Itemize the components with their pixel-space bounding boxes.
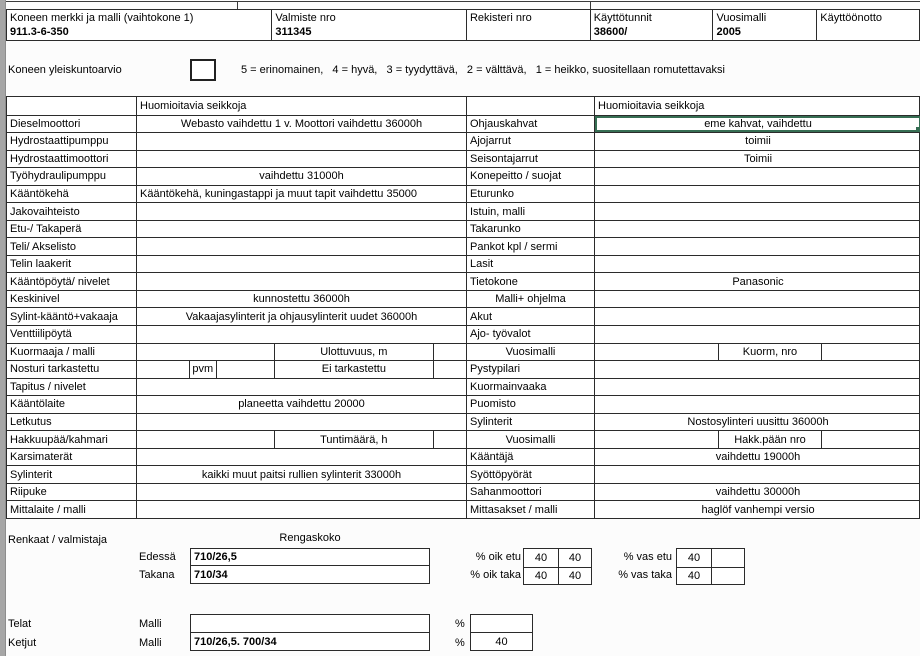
value-cell[interactable]	[594, 379, 920, 396]
table-row	[7, 307, 920, 325]
value-cell[interactable]	[594, 168, 920, 185]
front-tyre-label: Edessä	[139, 551, 176, 563]
sub-label-cell: Hakk.pään nro	[718, 431, 822, 448]
percentage-cell[interactable]	[711, 549, 744, 567]
value-cell-group	[136, 431, 466, 448]
top-grid-line	[6, 1, 920, 2]
row-label: Hydrostaattimoottori	[10, 152, 109, 165]
row-label: Istuin, malli	[466, 203, 594, 220]
sub-label-cell: Ei tarkastettu	[274, 361, 434, 378]
column-header: Huomioitavia seikkoja	[136, 97, 466, 115]
chains-model-input[interactable]: 710/26,5. 700/34	[190, 632, 430, 651]
percentage-cell[interactable]: 40	[687, 552, 701, 564]
chains-pct-label: %	[455, 637, 465, 649]
row-label: Lasit	[466, 256, 594, 273]
machine-header-table	[6, 9, 920, 41]
table-row	[7, 97, 920, 115]
sub-cell[interactable]	[216, 361, 274, 378]
row-label: Ajo- työvalot	[466, 326, 594, 343]
sub-label-cell: pvm	[189, 361, 216, 378]
selected-cell-text: eme kahvat, vaihdettu	[704, 117, 812, 130]
value-cell[interactable]: haglöf vanhempi versio	[594, 501, 920, 518]
value-cell[interactable]: vaihdettu 31000h	[136, 168, 466, 185]
table-row	[7, 132, 920, 150]
header-label: Käyttötunnit	[593, 12, 652, 24]
table-row	[7, 395, 920, 413]
header-cell-kayttoonotto[interactable]	[816, 10, 919, 40]
tyres-section-label: Renkaat / valmistaja	[8, 534, 108, 546]
row-label: Riipuke	[10, 486, 47, 499]
header-label: Valmiste nro	[275, 12, 336, 24]
percentage-cell[interactable]: 40	[558, 549, 591, 567]
sub-label-cell: Ulottuvuus, m	[274, 344, 434, 361]
row-label: Karsimaterät	[10, 451, 73, 464]
row-label: Pankot kpl / sermi	[466, 238, 594, 255]
table-row	[7, 150, 920, 168]
row-label	[466, 97, 594, 115]
value-cell[interactable]	[136, 501, 466, 518]
sub-cell[interactable]	[433, 344, 466, 361]
value-cell[interactable]: kunnostettu 36000h	[136, 291, 466, 308]
percentage-cell[interactable]	[711, 567, 744, 584]
chains-pct-input[interactable]: 40	[470, 632, 533, 651]
table-row	[7, 465, 920, 483]
row-label: Jakovaihteisto	[10, 205, 80, 218]
row-label: Eturunko	[466, 186, 594, 203]
value-cell[interactable]	[136, 256, 466, 273]
table-row	[7, 360, 920, 378]
pct-left-front-label: % vas etu	[623, 551, 672, 563]
header-cell-valmiste-nro[interactable]	[271, 10, 466, 40]
top-grid-stub	[237, 1, 238, 9]
value-cell[interactable]	[594, 238, 920, 255]
table-row	[7, 325, 920, 343]
top-grid-stub	[590, 1, 591, 9]
row-label: Kääntöpöytä/ nivelet	[10, 275, 110, 288]
value-cell[interactable]: Vakaajasylinterit ja ohjausylinterit uudet 36000h	[136, 308, 466, 325]
row-label: Ohjauskahvat	[466, 116, 594, 133]
selection-fill-handle[interactable]	[916, 127, 920, 132]
chains-model-label: Malli	[139, 637, 162, 649]
value-cell[interactable]: kaikki muut paitsi rullien sylinterit 33000h	[136, 466, 466, 483]
header-value[interactable]: 311345	[275, 26, 312, 38]
rear-tyre-label: Takana	[139, 569, 175, 581]
sub-cell[interactable]	[433, 361, 466, 378]
row-label: Kääntökehä	[10, 187, 69, 200]
pct-right-rear-label: % oik taka	[470, 569, 521, 581]
row-label: Hakkuupää/kahmari	[10, 433, 108, 446]
inspection-grid	[6, 96, 920, 519]
pct-left-rear-label: % vas taka	[618, 569, 672, 581]
value-cell[interactable]	[594, 256, 920, 273]
header-label: Rekisteri nro	[469, 12, 532, 24]
row-label: Kääntäjä	[466, 449, 594, 466]
table-row	[7, 378, 920, 396]
sub-cell[interactable]	[595, 431, 718, 448]
percentage-cell[interactable]: 40	[534, 552, 548, 564]
header-cell-rekisteri-nro[interactable]	[466, 10, 590, 40]
sub-label-cell: Kuorm, nro	[718, 344, 822, 361]
table-row	[7, 290, 920, 308]
value-cell[interactable]	[594, 466, 920, 483]
value-cell[interactable]	[136, 449, 466, 466]
value-cell[interactable]	[594, 291, 920, 308]
table-row	[7, 255, 920, 273]
row-label: Tietokone	[466, 273, 594, 290]
pct-right-front-label: % oik etu	[475, 551, 521, 563]
row-label: Vuosimalli	[466, 344, 594, 361]
row-label: Sylinterit	[466, 414, 594, 431]
row-label: Tapitus / nivelet	[10, 380, 86, 393]
sub-cell[interactable]	[137, 344, 274, 361]
row-label: Akut	[466, 308, 594, 325]
value-cell-group	[594, 344, 920, 361]
value-cell[interactable]: Nostosylinteri uusittu 36000h	[594, 414, 920, 431]
row-label: Kuormaaja / malli	[10, 345, 95, 358]
value-cell[interactable]: Toimii	[594, 151, 920, 168]
value-cell[interactable]: vaihdettu 30000h	[594, 484, 920, 501]
row-label: Sahanmoottori	[466, 484, 594, 501]
value-cell[interactable]	[136, 203, 466, 220]
value-cell[interactable]	[594, 186, 920, 203]
value-cell[interactable]	[594, 308, 920, 325]
tracks-model-input[interactable]	[190, 614, 430, 633]
header-cell-vuosimalli[interactable]	[712, 10, 816, 40]
condition-rating-input[interactable]	[190, 59, 216, 81]
header-value[interactable]: 38600/	[593, 26, 628, 38]
value-cell[interactable]: vaihdettu 19000h	[594, 449, 920, 466]
row-label: Vuosimalli	[466, 431, 594, 448]
table-row	[7, 483, 920, 501]
value-cell[interactable]	[594, 361, 920, 378]
header-label: Koneen merkki ja malli (vaihtokone 1)	[10, 12, 194, 24]
value-cell[interactable]	[136, 273, 466, 290]
table-row	[7, 220, 920, 238]
row-label: Seisontajarrut	[466, 151, 594, 168]
header-value[interactable]: 2005	[716, 26, 741, 38]
row-label: Takarunko	[466, 221, 594, 238]
row-label: Sylinterit	[10, 468, 53, 481]
table-row	[7, 167, 920, 185]
table-row	[7, 202, 920, 220]
row-label: Syöttöpyörät	[466, 466, 594, 483]
row-label: Mittalaite / malli	[10, 503, 86, 516]
value-cell[interactable]	[136, 133, 466, 150]
value-cell[interactable]	[136, 151, 466, 168]
value-cell-group	[136, 361, 466, 378]
row-label: Teli/ Akselisto	[10, 240, 77, 253]
table-row	[7, 272, 920, 290]
header-value[interactable]: 911.3-6-350	[10, 26, 69, 38]
row-label: Kääntölaite	[10, 398, 66, 411]
table-row	[7, 343, 920, 361]
header-label: Käyttöönotto	[820, 12, 883, 24]
row-label: Hydrostaattipumppu	[10, 135, 109, 148]
row-label: Pystypilari	[466, 361, 594, 378]
pct-right-table	[523, 548, 592, 585]
value-cell[interactable]	[136, 326, 466, 343]
value-cell[interactable]	[594, 203, 920, 220]
sub-cell[interactable]	[137, 361, 189, 378]
row-label: Letkutus	[10, 416, 52, 428]
sub-label-cell: Tuntimäärä, h	[274, 431, 434, 448]
row-label: Mittasakset / malli	[466, 501, 594, 518]
sub-cell[interactable]	[137, 431, 274, 448]
value-cell[interactable]: toimii	[594, 133, 920, 150]
value-cell[interactable]: Kääntökehä, kuningastappi ja muut tapit vaihdettu 35000	[136, 186, 466, 203]
row-label	[7, 97, 136, 115]
value-cell[interactable]	[136, 221, 466, 238]
sub-cell[interactable]	[433, 431, 466, 448]
tracks-pct-input[interactable]	[470, 614, 533, 633]
row-label: Ajojarrut	[466, 133, 594, 150]
tracks-model-label: Malli	[139, 618, 162, 630]
sub-cell[interactable]	[595, 344, 718, 361]
selected-cell[interactable]	[594, 116, 920, 133]
row-label: Telin laakerit	[10, 258, 72, 271]
percentage-cell[interactable]: 40	[677, 567, 711, 584]
condition-rating-label: Koneen yleiskuntoarvio	[8, 64, 122, 76]
value-cell[interactable]: Webasto vaihdettu 1 v. Moottori vaihdettu 36000h	[136, 116, 466, 133]
value-cell-group	[594, 431, 920, 448]
table-row	[7, 430, 920, 448]
value-cell-group	[136, 344, 466, 361]
value-cell[interactable]: Panasonic	[594, 273, 920, 290]
tracks-label: Telat	[8, 618, 32, 630]
row-label: Sylint-kääntö+vakaaja	[10, 310, 118, 323]
value-cell[interactable]	[594, 396, 920, 413]
value-cell[interactable]	[136, 484, 466, 501]
percentage-cell[interactable]: 40	[558, 567, 591, 584]
header-cell-kayttotunnit[interactable]	[590, 10, 713, 40]
row-label: Etu-/ Takaperä	[10, 223, 82, 236]
row-label: Puomisto	[466, 396, 594, 413]
sub-cell[interactable]	[821, 344, 920, 361]
value-cell[interactable]: planeetta vaihdettu 20000	[136, 396, 466, 413]
table-row	[7, 185, 920, 203]
front-tyre-input[interactable]: 710/26,5	[190, 548, 430, 566]
table-row	[7, 448, 920, 466]
rear-tyre-input[interactable]: 710/34	[190, 565, 430, 584]
percentage-cell[interactable]: 40	[524, 567, 558, 584]
value-cell[interactable]	[136, 414, 466, 431]
table-row	[7, 413, 920, 431]
row-label: Keskinivel	[10, 293, 60, 306]
value-cell[interactable]	[594, 326, 920, 343]
value-cell[interactable]	[594, 221, 920, 238]
value-cell[interactable]	[136, 379, 466, 396]
header-cell-merkki[interactable]	[7, 10, 271, 40]
condition-rating-scale: 5 = erinomainen, 4 = hyvä, 3 = tyydyttävä, 2 = välttävä, 1 = heikko, suositellaan romutettavaksi	[241, 64, 725, 76]
sub-cell[interactable]	[821, 431, 920, 448]
chains-label: Ketjut	[8, 637, 37, 649]
row-label: Konepeitto / suojat	[466, 168, 594, 185]
value-cell[interactable]	[136, 238, 466, 255]
row-label: Nosturi tarkastettu	[10, 363, 100, 376]
table-row	[7, 500, 920, 518]
header-label: Vuosimalli	[716, 12, 767, 24]
column-header: Huomioitavia seikkoja	[594, 97, 920, 115]
tyre-size-header: Rengaskoko	[279, 532, 341, 544]
row-label: Venttiilipöytä	[10, 328, 72, 341]
row-label: Dieselmoottori	[10, 117, 81, 130]
table-row	[7, 115, 920, 133]
row-label: Työhydraulipumppu	[10, 170, 107, 183]
table-row	[7, 237, 920, 255]
row-label: Kuormainvaaka	[466, 379, 594, 396]
row-label: Malli+ ohjelma	[466, 291, 594, 308]
pct-left-table	[676, 548, 745, 585]
tracks-pct-label: %	[455, 618, 465, 630]
